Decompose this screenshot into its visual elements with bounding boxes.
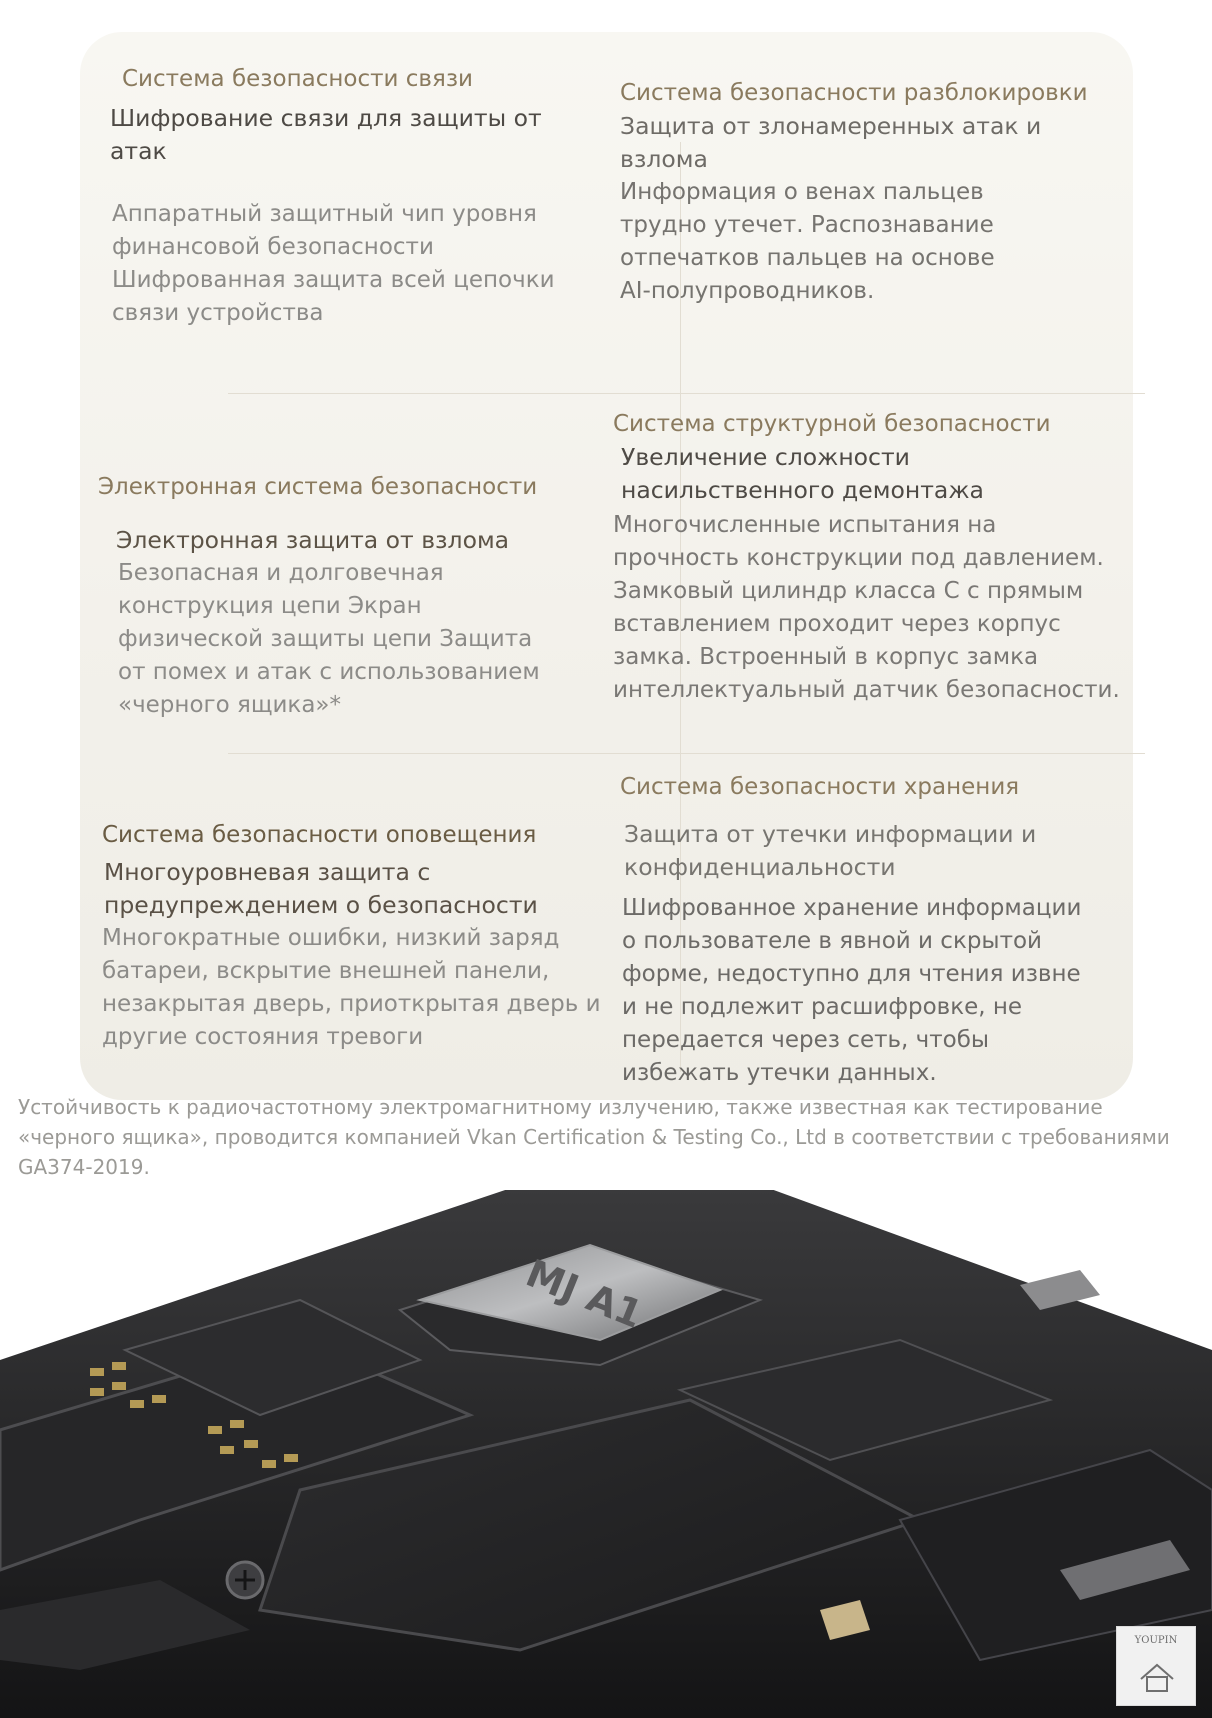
block-title: Электронная система безопасности (98, 474, 538, 500)
block-subtitle: Многоуровневая защита с предупреждением о безопасности (104, 858, 538, 919)
block-subtitle: Шифрование связи для защиты от атак (110, 104, 542, 165)
block-structural (613, 409, 1123, 707)
block-subtitle: Увеличение сложности насильственного демонтажа (621, 443, 984, 504)
block-body: Шифрованное хранение информации о пользователе в явной и скрытой форме, недоступно для чтения извне и не подлежит расшифровке, не передается через сеть, чтобы избежать утечки данных. (622, 895, 1082, 1086)
block-body: Многочисленные испытания на прочность конструкции под давлением. Замковый цилиндр класса С с прямым вставлением проходит через корпус замка. Встроенный в корпус замка интеллектуальный датчик безопасности. (613, 512, 1120, 703)
block-body: Многократные ошибки, низкий заряд батареи, вскрытие внешней панели, незакрытая дверь, приоткрытая дверь и другие состояния тревоги (102, 925, 601, 1050)
block-body: Аппаратный защитный чип уровня финансовой безопасности Шифрованная защита всей цепочки связи устройства (112, 201, 555, 326)
block-storage (620, 772, 1120, 1090)
block-alert (102, 820, 602, 1054)
youpin-logo (1116, 1626, 1196, 1706)
block-electronic (98, 472, 618, 722)
footnote: Устойчивость к радиочастотному электромагнитному излучению, также известная как тестирование «черного ящика», проводится компанией Vkan Certification & Testing Co., Ltd в соответствии с требованиями GA374-2019. (18, 1095, 1170, 1179)
block-title: Система безопасности связи (122, 66, 473, 92)
row-divider-2 (228, 753, 1145, 754)
home-icon (1117, 1627, 1197, 1707)
block-unlock (620, 78, 1120, 308)
block-subtitle: Электронная защита от взлома (116, 526, 510, 554)
block-communication (110, 64, 600, 330)
block-title: Система безопасности разблокировки (620, 80, 1088, 106)
block-body: Информация о венах пальцев трудно утечет. Распознавание отпечатков пальцев на основе AI-полупроводников. (620, 179, 995, 304)
block-subtitle: Защита от утечки информации и конфиденциальности (624, 820, 1037, 881)
block-title: Система структурной безопасности (613, 411, 1051, 437)
circuit-board-photo (0, 1190, 1212, 1718)
block-subtitle: Защита от злонамеренных атак и взлома (620, 112, 1042, 173)
circuit-board-illustration (0, 1190, 1212, 1718)
chip-label: MJ A1 (520, 1250, 649, 1337)
block-body: Безопасная и долговечная конструкция цепи Экран физической защиты цепи Защита от помех и атак с использованием «черного ящика»* (118, 560, 540, 718)
block-title: Система безопасности оповещения (102, 822, 537, 848)
badge-text: YOUPIN (1134, 1635, 1178, 1646)
security-features-card (80, 32, 1133, 1100)
block-title: Система безопасности хранения (620, 774, 1020, 800)
row-divider-1 (228, 393, 1145, 394)
